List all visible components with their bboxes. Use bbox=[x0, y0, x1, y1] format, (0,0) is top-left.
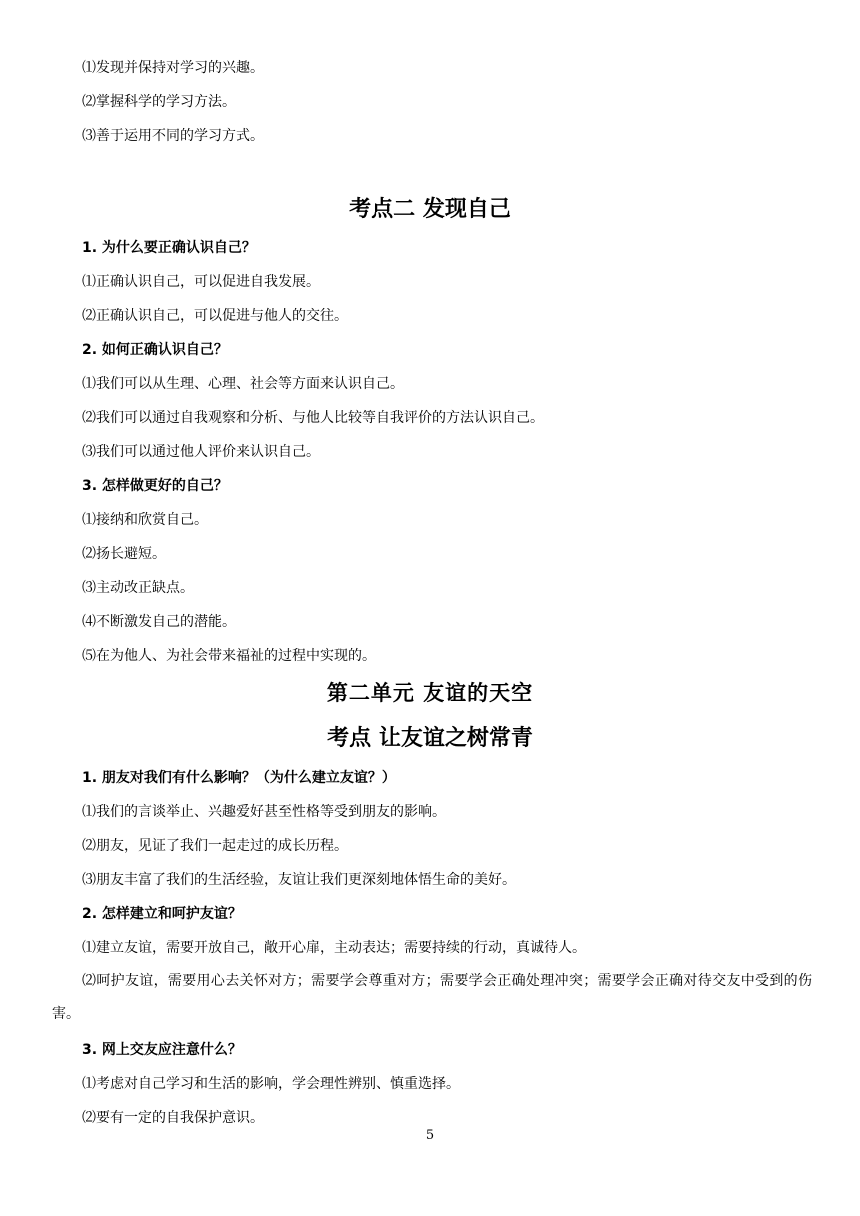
section-heading: 考点二 发现自己 bbox=[349, 197, 511, 222]
question-heading: 2. 怎样建立和呵护友谊？ bbox=[82, 906, 242, 922]
question-heading: 3. 网上交友应注意什么？ bbox=[82, 1042, 242, 1058]
question-heading: 1. 为什么要正确认识自己？ bbox=[82, 240, 256, 256]
question-heading: 3. 怎样做更好的自己？ bbox=[82, 478, 228, 494]
list-item: ⑴我们的言谈举止、兴趣爱好甚至性格等受到朋友的影响。 bbox=[82, 804, 446, 820]
question-heading: 2. 如何正确认识自己？ bbox=[82, 342, 228, 358]
list-item: ⑶主动改正缺点。 bbox=[82, 580, 194, 596]
paragraph: ⑵呵护友谊，需要用心去关怀对方；需要学会尊重对方；需要学会正确处理冲突；需要学会正确对待交友中受到的伤害。 bbox=[52, 973, 812, 1022]
list-item: ⑶我们可以通过他人评价来认识自己。 bbox=[82, 444, 320, 460]
list-item: ⑴发现并保持对学习的兴趣。 bbox=[82, 60, 264, 76]
question-heading: 1. 朋友对我们有什么影响？（为什么建立友谊？） bbox=[82, 770, 396, 786]
list-item: ⑵要有一定的自我保护意识。 bbox=[82, 1110, 264, 1126]
list-item: ⑴我们可以从生理、心理、社会等方面来认识自己。 bbox=[82, 376, 404, 392]
list-item: ⑵掌握科学的学习方法。 bbox=[82, 94, 236, 110]
list-item: ⑶朋友丰富了我们的生活经验，友谊让我们更深刻地体悟生命的美好。 bbox=[82, 872, 516, 888]
list-item: ⑶善于运用不同的学习方式。 bbox=[82, 128, 264, 144]
section-heading: 考点 让友谊之树常青 bbox=[327, 726, 533, 751]
list-item: ⑴正确认识自己，可以促进自我发展。 bbox=[82, 274, 320, 290]
list-item: ⑴建立友谊，需要开放自己，敞开心扉，主动表达；需要持续的行动，真诚待人。 bbox=[82, 940, 586, 956]
list-item: ⑴考虑对自己学习和生活的影响，学会理性辨别、慎重选择。 bbox=[82, 1076, 460, 1092]
list-item: ⑴接纳和欣赏自己。 bbox=[82, 512, 208, 528]
list-item: ⑵正确认识自己，可以促进与他人的交往。 bbox=[82, 308, 348, 324]
page-number: 5 bbox=[425, 1128, 435, 1143]
list-item: ⑸在为他人、为社会带来福祉的过程中实现的。 bbox=[82, 648, 376, 664]
list-item: ⑷不断激发自己的潜能。 bbox=[82, 614, 236, 630]
unit-title: 第二单元 友谊的天空 bbox=[326, 680, 534, 705]
list-item: ⑵扬长避短。 bbox=[82, 546, 166, 562]
list-item: ⑵朋友，见证了我们一起走过的成长历程。 bbox=[82, 838, 348, 854]
list-item: ⑵我们可以通过自我观察和分析、与他人比较等自我评价的方法认识自己。 bbox=[82, 410, 544, 426]
